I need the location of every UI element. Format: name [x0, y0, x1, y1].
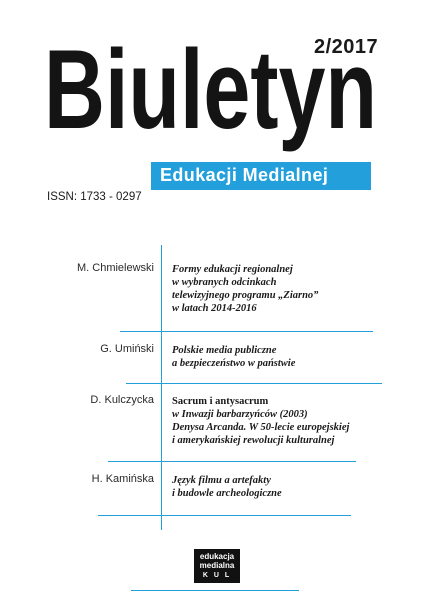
- article-title: Sacrum i antysacrum w Inwazji barbarzyńców (2003) Denysa Arcanda. W 50-lecie europejskiej i amerykańskiej rewolucji kulturalnej: [172, 396, 350, 446]
- article-author: M. Chmielewski: [76, 262, 154, 274]
- contents-separator: [126, 383, 382, 384]
- article-author: D. Kulczycka: [90, 394, 154, 406]
- contents-separator: [98, 515, 351, 516]
- journal-subtitle: Edukacji Medialnej: [160, 165, 329, 185]
- issn-label: ISSN: 1733 - 0297: [47, 191, 142, 203]
- publisher-logo: edukacja medialna K U L: [194, 549, 240, 583]
- article-author: G. Umiński: [100, 343, 154, 355]
- journal-title: [0, 0, 428, 170]
- article-title: Język filmu a artefakty i budowle archeologiczne: [172, 475, 282, 499]
- contents-divider-vertical: [161, 245, 162, 530]
- article-author: H. Kamińska: [91, 473, 154, 485]
- issue-number: 2/2017: [314, 36, 379, 58]
- contents-separator: [120, 331, 373, 332]
- bottom-rule: [131, 590, 299, 591]
- article-title: Polskie media publiczne a bezpieczeństwo w państwie: [172, 345, 296, 369]
- article-title: Formy edukacji regionalnej w wybranych odcinkach telewizyjnego programu „Ziarno” w latach 2014-2016: [172, 264, 319, 314]
- contents-separator: [108, 461, 356, 462]
- journal-title-text: Biuletyn: [44, 27, 377, 152]
